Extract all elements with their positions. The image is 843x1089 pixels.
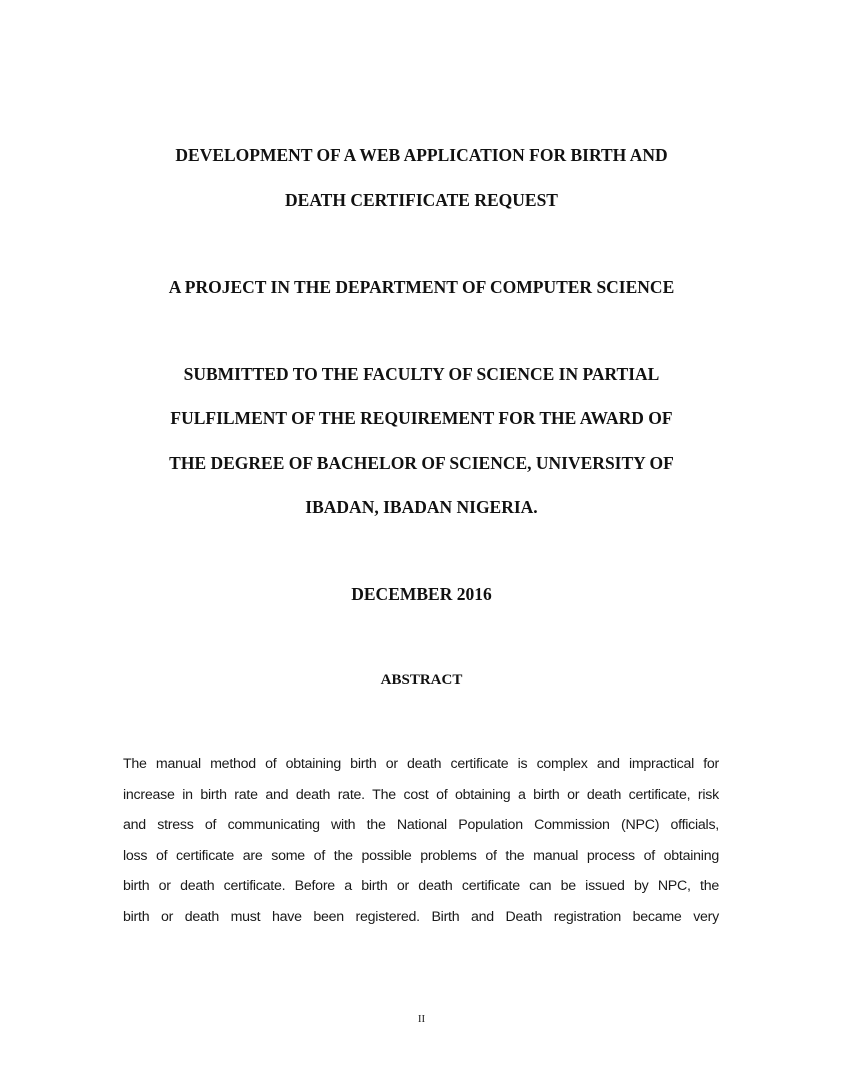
abstract-heading: ABSTRACT [380, 672, 463, 688]
abstract-line: loss of certificate are some of the possible problems of the manual process of obtaining [123, 847, 719, 864]
abstract-line: and stress of communicating with the National Population Commission (NPC) officials, [123, 817, 719, 834]
abstract-body [123, 749, 719, 933]
project-line: A PROJECT IN THE DEPARTMENT OF COMPUTER SCIENCE [168, 277, 675, 297]
abstract-line: The manual method of obtaining birth or death certificate is complex and impractical for [123, 756, 719, 772]
abstract-line: increase in birth rate and death rate. The cost of obtaining a birth or death certificate, risk [123, 786, 719, 803]
page-number: II [417, 1013, 426, 1025]
abstract-line: birth or death must have been registered. Birth and Death registration became very [123, 908, 719, 925]
submission-line-2: FULFILMENT OF THE REQUIREMENT FOR THE AWARD OF [170, 408, 673, 428]
title-line-2: DEATH CERTIFICATE REQUEST [285, 190, 558, 210]
submission-line-4: IBADAN, IBADAN NIGERIA. [305, 497, 538, 517]
submission-line-3: THE DEGREE OF BACHELOR OF SCIENCE, UNIVERSITY OF [169, 453, 674, 473]
submission-line-1: SUBMITTED TO THE FACULTY OF SCIENCE IN PARTIAL [183, 364, 660, 384]
date: DECEMBER 2016 [351, 584, 492, 604]
abstract-line: birth or death certificate. Before a birth or death certificate can be issued by NPC, the [123, 878, 719, 895]
title-line-1: DEVELOPMENT OF A WEB APPLICATION FOR BIRTH AND [175, 145, 668, 165]
